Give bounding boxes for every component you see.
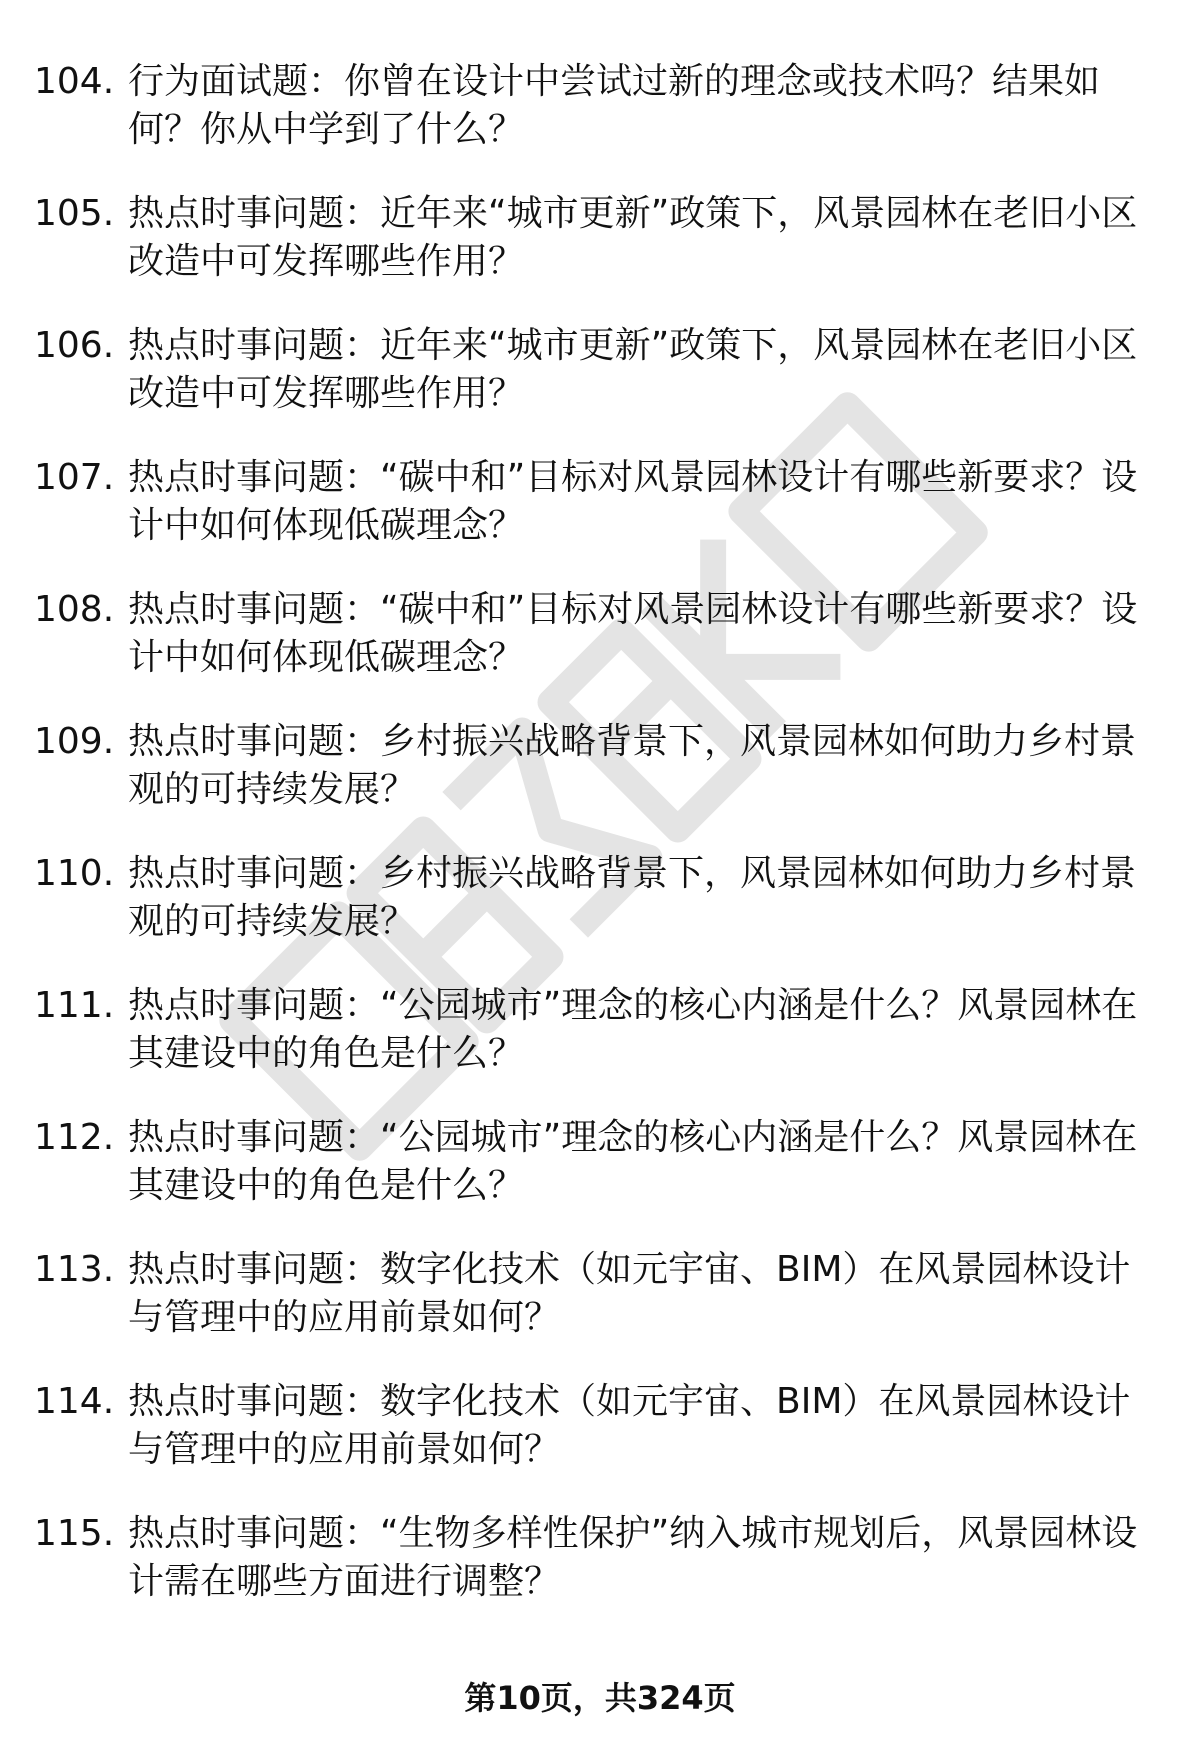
question-text: 热点时事问题：近年来“城市更新”政策下，风景园林在老旧小区改造中可发挥哪些作用？ (128, 193, 1138, 282)
question-number: 115. (34, 1513, 115, 1554)
question-text: 热点时事问题：数字化技术（如元宇宙、BIM）在风景园林设计与管理中的应用前景如何？ (128, 1381, 1131, 1470)
question-number: 104. (34, 61, 115, 102)
question-number: 105. (34, 193, 115, 234)
question-list (0, 58, 1200, 1642)
list-item (0, 1114, 1200, 1246)
question-number: 109. (34, 721, 115, 762)
question-text: 热点时事问题：“公园城市”理念的核心内涵是什么？风景园林在其建设中的角色是什么？ (128, 1117, 1138, 1206)
question-text: 热点时事问题：数字化技术（如元宇宙、BIM）在风景园林设计与管理中的应用前景如何？ (128, 1249, 1131, 1338)
list-item (0, 190, 1200, 322)
question-number: 108. (34, 589, 115, 630)
question-text: 热点时事问题：近年来“城市更新”政策下，风景园林在老旧小区改造中可发挥哪些作用？ (128, 325, 1138, 414)
list-item (0, 1246, 1200, 1378)
question-number: 114. (34, 1381, 115, 1422)
question-number: 110. (34, 853, 115, 894)
list-item (0, 982, 1200, 1114)
question-text: 行为面试题：你曾在设计中尝试过新的理念或技术吗？结果如何？你从中学到了什么？ (128, 61, 1101, 150)
list-item (0, 850, 1200, 982)
question-text: 热点时事问题：乡村振兴战略背景下，风景园林如何助力乡村景观的可持续发展？ (128, 853, 1137, 942)
question-text: 热点时事问题：乡村振兴战略背景下，风景园林如何助力乡村景观的可持续发展？ (128, 721, 1137, 810)
question-number: 106. (34, 325, 115, 366)
list-item (0, 1378, 1200, 1510)
question-text: 热点时事问题：“碳中和”目标对风景园林设计有哪些新要求？设计中如何体现低碳理念？ (128, 457, 1138, 546)
question-number: 113. (34, 1249, 115, 1290)
question-text: 热点时事问题：“生物多样性保护”纳入城市规划后，风景园林设计需在哪些方面进行调整？ (128, 1513, 1138, 1602)
list-item (0, 718, 1200, 850)
list-item (0, 322, 1200, 454)
list-item (0, 586, 1200, 718)
question-text: 热点时事问题：“碳中和”目标对风景园林设计有哪些新要求？设计中如何体现低碳理念？ (128, 589, 1138, 678)
question-number: 111. (34, 985, 115, 1026)
list-item (0, 1510, 1200, 1642)
list-item (0, 454, 1200, 586)
question-number: 107. (34, 457, 115, 498)
list-item (0, 58, 1200, 190)
page-number-footer: 第10页，共324页 (464, 1679, 736, 1717)
question-number: 112. (34, 1117, 115, 1158)
question-text: 热点时事问题：“公园城市”理念的核心内涵是什么？风景园林在其建设中的角色是什么？ (128, 985, 1138, 1074)
